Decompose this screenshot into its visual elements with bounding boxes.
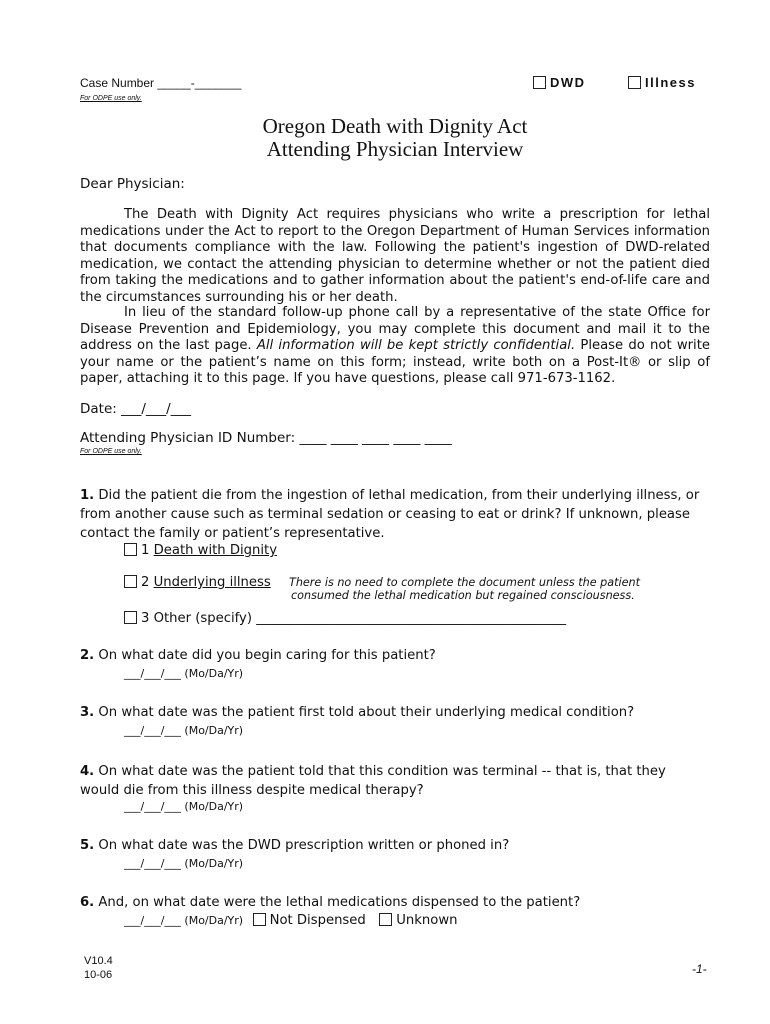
question-4-number: 4. bbox=[80, 764, 95, 779]
dwd-checkbox[interactable] bbox=[533, 76, 546, 89]
salutation: Dear Physician: bbox=[80, 176, 185, 192]
q1-option-2-note-line-2: consumed the lethal medication but regained consciousness. bbox=[291, 589, 635, 602]
question-4 bbox=[80, 762, 666, 800]
q1-option-3[interactable] bbox=[124, 611, 566, 626]
illness-checkbox[interactable] bbox=[628, 76, 641, 89]
q1-option-1[interactable] bbox=[124, 543, 277, 558]
q6-not-dispensed-label: Not Dispensed bbox=[269, 913, 366, 928]
question-2-number: 2. bbox=[80, 648, 95, 663]
question-6-number: 6. bbox=[80, 895, 95, 910]
version-date: 10-06 bbox=[84, 969, 113, 981]
q3-date-field[interactable] bbox=[124, 724, 243, 737]
illness-checkbox-group[interactable] bbox=[628, 75, 696, 90]
q3-date-blank[interactable]: ___/___/___ bbox=[124, 724, 181, 737]
q6-not-dispensed-option[interactable] bbox=[253, 913, 366, 928]
question-5-text: On what date was the DWD prescription written or phoned in? bbox=[98, 838, 510, 853]
q1-option-2-number: 2 bbox=[141, 575, 150, 590]
question-4-text-1: On what date was the patient told that this condition was terminal -- that is, that they bbox=[98, 764, 666, 779]
title-line-2: Attending Physician Interview bbox=[266, 137, 524, 161]
q1-option-2-label: Underlying illness bbox=[153, 575, 271, 590]
dwd-checkbox-group[interactable] bbox=[533, 75, 586, 90]
q6-date-format: (Mo/Da/Yr) bbox=[184, 914, 244, 927]
question-5-number: 5. bbox=[80, 838, 95, 853]
p2-text-b: Please do not write your name or the patient’s name on this form; instead, write both on a Post-It® or slip of paper, attaching it to this page. If you have questions, please call 971-673-1162. bbox=[80, 338, 710, 387]
odpe-note: For ODPE use only. bbox=[80, 95, 142, 102]
q1-option-1-number: 1 bbox=[141, 543, 150, 558]
q5-date-field[interactable] bbox=[124, 857, 243, 870]
q6-date-field[interactable] bbox=[124, 913, 458, 928]
q1-option-3-label: Other (specify) _______________________________________________ bbox=[153, 611, 567, 626]
question-1 bbox=[80, 486, 700, 543]
q2-date-format: (Mo/Da/Yr) bbox=[184, 667, 244, 680]
physician-id-field[interactable]: Attending Physician ID Number: ____ ____ ____ ____ ____ bbox=[80, 430, 452, 446]
q4-date-blank[interactable]: ___/___/___ bbox=[124, 800, 181, 813]
q1-option-1-label: Death with Dignity bbox=[153, 543, 278, 558]
page-title bbox=[0, 115, 770, 161]
question-6 bbox=[80, 895, 580, 910]
q6-unknown-option[interactable] bbox=[379, 913, 457, 928]
q5-date-blank[interactable]: ___/___/___ bbox=[124, 857, 181, 870]
question-2 bbox=[80, 648, 436, 663]
confidential-note: All information will be kept strictly confidential. bbox=[256, 338, 576, 354]
q4-date-field[interactable] bbox=[124, 800, 243, 813]
q1-option-2-note bbox=[289, 576, 640, 602]
date-field[interactable]: Date: ___/___/___ bbox=[80, 401, 191, 417]
q2-date-field[interactable] bbox=[124, 667, 243, 680]
q1-option-3-number: 3 bbox=[141, 611, 150, 626]
version-info bbox=[84, 954, 113, 982]
intro-paragraph-2 bbox=[80, 305, 710, 388]
question-3-number: 3. bbox=[80, 705, 95, 720]
q6-not-dispensed-checkbox[interactable] bbox=[253, 913, 266, 926]
question-1-text: Did the patient die from the ingestion of lethal medication, from their underlying illness, or from another cause such as terminal sedation or ceasing to eat or drink? If unknown, please contact the family or patient’s representative. bbox=[80, 488, 700, 541]
q3-date-format: (Mo/Da/Yr) bbox=[184, 724, 244, 737]
case-number-field[interactable]: Case Number _____-_______ bbox=[80, 76, 242, 90]
version-number: V10.4 bbox=[84, 955, 113, 967]
odpe-note-2: For ODPE use only. bbox=[80, 448, 142, 455]
intro-paragraph-1: The Death with Dignity Act requires physicians who write a prescription for lethal medications under the Act to report to the Oregon Department of Human Services information that documents compliance with the law. Following the patient's ingestion of DWD-related medication, we contact the attending physician to determine whether or not the patient died from taking the medications and to gather information about the patient's end-of-life care and the circumstances surrounding his or her death. bbox=[80, 207, 710, 305]
dwd-label: DWD bbox=[550, 75, 586, 90]
q6-date-blank[interactable]: ___/___/___ bbox=[124, 914, 181, 927]
q4-date-format: (Mo/Da/Yr) bbox=[184, 800, 244, 813]
q6-unknown-checkbox[interactable] bbox=[379, 913, 392, 926]
q5-date-format: (Mo/Da/Yr) bbox=[184, 857, 244, 870]
q1-option-1-checkbox[interactable] bbox=[124, 543, 137, 556]
question-3-text: On what date was the patient first told about their underlying medical condition? bbox=[98, 705, 635, 720]
q1-option-2-note-line-1: There is no need to complete the document unless the patient bbox=[289, 576, 640, 589]
q1-option-3-checkbox[interactable] bbox=[124, 611, 137, 624]
p2-text-a: In lieu of the standard follow-up phone call by a representative of the state Office for Disease Prevention and Epidemiology, you may complete this document and mail it to the address on the last page. bbox=[80, 305, 710, 354]
page-number: -1- bbox=[692, 962, 707, 976]
question-4-text-2: would die from this illness despite medical therapy? bbox=[80, 783, 424, 798]
question-2-text: On what date did you begin caring for this patient? bbox=[98, 648, 436, 663]
question-6-text: And, on what date were the lethal medications dispensed to the patient? bbox=[98, 895, 581, 910]
question-3 bbox=[80, 705, 634, 720]
title-line-1: Oregon Death with Dignity Act bbox=[262, 114, 528, 138]
q1-option-2-checkbox[interactable] bbox=[124, 575, 137, 588]
q2-date-blank[interactable]: ___/___/___ bbox=[124, 667, 181, 680]
question-1-number: 1. bbox=[80, 488, 95, 503]
illness-label: Illness bbox=[645, 75, 696, 90]
question-5 bbox=[80, 838, 509, 853]
q1-option-2[interactable] bbox=[124, 575, 271, 590]
q6-unknown-label: Unknown bbox=[396, 913, 458, 928]
